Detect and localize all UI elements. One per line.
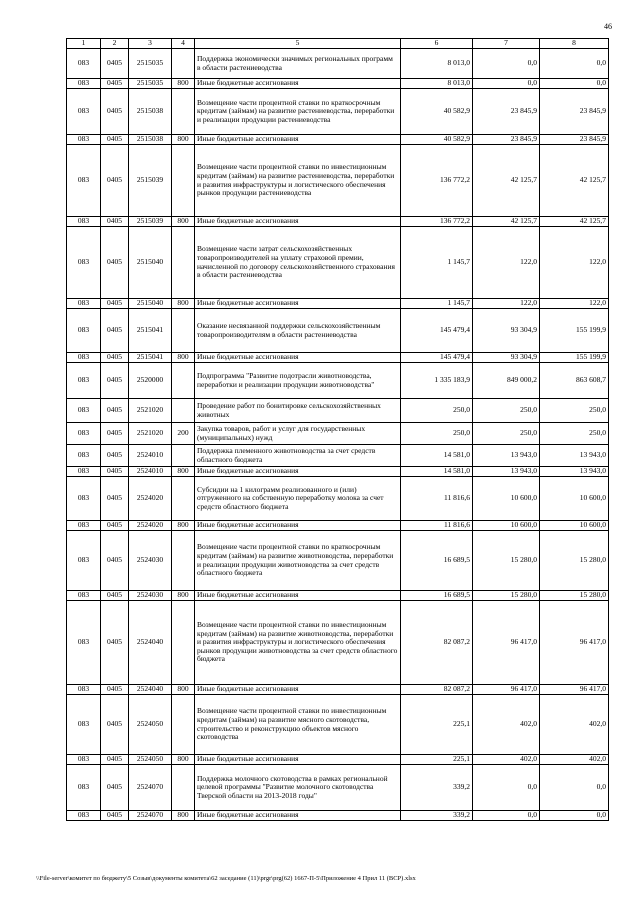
description-cell: Субсидии на 1 килограмм реализованного и (или) отгруженного на собственную переработку молока за счет средств областного бюджета bbox=[195, 477, 401, 521]
expense-type-cell bbox=[172, 89, 195, 135]
expense-type-cell: 800 bbox=[172, 299, 195, 309]
amount-col7-cell: 10 600,0 bbox=[473, 477, 540, 521]
table-row bbox=[67, 521, 609, 531]
table-row bbox=[67, 423, 609, 445]
ministry-code-cell: 083 bbox=[67, 477, 101, 521]
section-code-cell: 0405 bbox=[101, 467, 129, 477]
description-cell: Поддержка племенного животноводства за счет средств областного бюджета bbox=[195, 445, 401, 467]
amount-col6-cell: 136 772,2 bbox=[401, 217, 473, 227]
table-row bbox=[67, 591, 609, 601]
table-row bbox=[67, 477, 609, 521]
section-code-cell: 0405 bbox=[101, 217, 129, 227]
section-code-cell: 0405 bbox=[101, 811, 129, 821]
description-cell: Иные бюджетные ассигнования bbox=[195, 755, 401, 765]
description-cell: Возмещение части процентной ставки по краткосрочным кредитам (займам) на развитие животноводства, переработки и реализации продукции животноводства за счет средств областного бюджета bbox=[195, 531, 401, 591]
section-code-cell: 0405 bbox=[101, 477, 129, 521]
amount-col7-cell: 10 600,0 bbox=[473, 521, 540, 531]
amount-col6-cell: 82 087,2 bbox=[401, 601, 473, 685]
amount-col7-cell: 122,0 bbox=[473, 227, 540, 299]
amount-col7-cell: 402,0 bbox=[473, 695, 540, 755]
description-cell: Иные бюджетные ассигнования bbox=[195, 685, 401, 695]
amount-col8-cell: 402,0 bbox=[540, 695, 609, 755]
ministry-code-cell: 083 bbox=[67, 531, 101, 591]
amount-col8-cell: 96 417,0 bbox=[540, 685, 609, 695]
section-code-cell: 0405 bbox=[101, 79, 129, 89]
table-row bbox=[67, 79, 609, 89]
amount-col8-cell: 250,0 bbox=[540, 399, 609, 423]
section-code-cell: 0405 bbox=[101, 89, 129, 135]
target-article-cell: 2524010 bbox=[129, 445, 172, 467]
table-row bbox=[67, 227, 609, 299]
ministry-code-cell: 083 bbox=[67, 423, 101, 445]
description-cell: Возмещение части процентной ставки по инвестиционным кредитам (займам) на развитие животноводства, переработки и развития инфраструктуры и логистического обеспечения рынков продукции животноводства за счет средств областного бюджета bbox=[195, 601, 401, 685]
ministry-code-cell: 083 bbox=[67, 601, 101, 685]
target-article-cell: 2515040 bbox=[129, 299, 172, 309]
amount-col7-cell: 93 304,9 bbox=[473, 353, 540, 363]
amount-col7-cell: 849 000,2 bbox=[473, 363, 540, 399]
ministry-code-cell: 083 bbox=[67, 135, 101, 145]
section-code-cell: 0405 bbox=[101, 601, 129, 685]
amount-col7-cell: 0,0 bbox=[473, 765, 540, 811]
ministry-code-cell: 083 bbox=[67, 521, 101, 531]
expense-type-cell: 800 bbox=[172, 353, 195, 363]
amount-col8-cell: 402,0 bbox=[540, 755, 609, 765]
amount-col7-cell: 13 943,0 bbox=[473, 467, 540, 477]
expense-type-cell: 800 bbox=[172, 755, 195, 765]
amount-col8-cell: 0,0 bbox=[540, 811, 609, 821]
target-article-cell: 2524010 bbox=[129, 467, 172, 477]
section-code-cell: 0405 bbox=[101, 531, 129, 591]
amount-col8-cell: 15 280,0 bbox=[540, 591, 609, 601]
ministry-code-cell: 083 bbox=[67, 695, 101, 755]
amount-col8-cell: 155 199,9 bbox=[540, 309, 609, 353]
ministry-code-cell: 083 bbox=[67, 217, 101, 227]
amount-col6-cell: 145 479,4 bbox=[401, 353, 473, 363]
table-row bbox=[67, 353, 609, 363]
table-row bbox=[67, 445, 609, 467]
table-row bbox=[67, 695, 609, 755]
col-header: 5 bbox=[195, 39, 401, 49]
description-cell: Иные бюджетные ассигнования bbox=[195, 217, 401, 227]
description-cell: Подпрограмма "Развитие подотрасли животноводства, переработки и реализации продукции животноводства" bbox=[195, 363, 401, 399]
table-row bbox=[67, 755, 609, 765]
expense-type-cell: 800 bbox=[172, 811, 195, 821]
table-row bbox=[67, 49, 609, 79]
amount-col7-cell: 96 417,0 bbox=[473, 685, 540, 695]
table-row bbox=[67, 601, 609, 685]
amount-col7-cell: 402,0 bbox=[473, 755, 540, 765]
col-header: 2 bbox=[101, 39, 129, 49]
ministry-code-cell: 083 bbox=[67, 591, 101, 601]
amount-col6-cell: 40 582,9 bbox=[401, 135, 473, 145]
amount-col6-cell: 14 581,0 bbox=[401, 445, 473, 467]
amount-col8-cell: 13 943,0 bbox=[540, 445, 609, 467]
amount-col7-cell: 122,0 bbox=[473, 299, 540, 309]
ministry-code-cell: 083 bbox=[67, 79, 101, 89]
section-code-cell: 0405 bbox=[101, 49, 129, 79]
ministry-code-cell: 083 bbox=[67, 89, 101, 135]
amount-col8-cell: 10 600,0 bbox=[540, 477, 609, 521]
description-cell: Иные бюджетные ассигнования bbox=[195, 521, 401, 531]
target-article-cell: 2515039 bbox=[129, 145, 172, 217]
amount-col6-cell: 225,1 bbox=[401, 695, 473, 755]
section-code-cell: 0405 bbox=[101, 755, 129, 765]
amount-col8-cell: 23 845,9 bbox=[540, 89, 609, 135]
amount-col7-cell: 23 845,9 bbox=[473, 89, 540, 135]
col-header: 8 bbox=[540, 39, 609, 49]
expense-type-cell bbox=[172, 145, 195, 217]
amount-col8-cell: 122,0 bbox=[540, 227, 609, 299]
table-row bbox=[67, 811, 609, 821]
table-row bbox=[67, 765, 609, 811]
amount-col8-cell: 0,0 bbox=[540, 765, 609, 811]
amount-col6-cell: 16 689,5 bbox=[401, 531, 473, 591]
table-row bbox=[67, 217, 609, 227]
amount-col7-cell: 93 304,9 bbox=[473, 309, 540, 353]
amount-col6-cell: 11 816,6 bbox=[401, 477, 473, 521]
section-code-cell: 0405 bbox=[101, 145, 129, 217]
target-article-cell: 2515040 bbox=[129, 227, 172, 299]
section-code-cell: 0405 bbox=[101, 765, 129, 811]
amount-col8-cell: 155 199,9 bbox=[540, 353, 609, 363]
description-cell: Проведение работ по бонитировке сельскохозяйственных животных bbox=[195, 399, 401, 423]
description-cell: Иные бюджетные ассигнования bbox=[195, 299, 401, 309]
target-article-cell: 2524030 bbox=[129, 531, 172, 591]
expense-type-cell bbox=[172, 601, 195, 685]
section-code-cell: 0405 bbox=[101, 591, 129, 601]
target-article-cell: 2524040 bbox=[129, 601, 172, 685]
section-code-cell: 0405 bbox=[101, 299, 129, 309]
expense-type-cell bbox=[172, 49, 195, 79]
expense-type-cell: 800 bbox=[172, 685, 195, 695]
page-number: 46 bbox=[604, 22, 612, 31]
amount-col6-cell: 250,0 bbox=[401, 423, 473, 445]
table-row bbox=[67, 89, 609, 135]
amount-col6-cell: 1 335 183,9 bbox=[401, 363, 473, 399]
target-article-cell: 2515038 bbox=[129, 135, 172, 145]
description-cell: Закупка товаров, работ и услуг для государственных (муниципальных) нужд bbox=[195, 423, 401, 445]
amount-col6-cell: 145 479,4 bbox=[401, 309, 473, 353]
description-cell: Возмещение части затрат сельскохозяйственных товаропроизводителей на уплату страховой премии, начисленной по договору сельскохозяйственного страхования в области растениеводства bbox=[195, 227, 401, 299]
expense-type-cell: 800 bbox=[172, 521, 195, 531]
expense-type-cell: 800 bbox=[172, 217, 195, 227]
section-code-cell: 0405 bbox=[101, 423, 129, 445]
section-code-cell: 0405 bbox=[101, 521, 129, 531]
amount-col8-cell: 10 600,0 bbox=[540, 521, 609, 531]
amount-col8-cell: 13 943,0 bbox=[540, 467, 609, 477]
target-article-cell: 2524070 bbox=[129, 765, 172, 811]
target-article-cell: 2515035 bbox=[129, 49, 172, 79]
table-row bbox=[67, 399, 609, 423]
target-article-cell: 2515035 bbox=[129, 79, 172, 89]
table-row bbox=[67, 309, 609, 353]
expense-type-cell: 800 bbox=[172, 135, 195, 145]
table-row bbox=[67, 145, 609, 217]
description-cell: Иные бюджетные ассигнования bbox=[195, 79, 401, 89]
table-row bbox=[67, 467, 609, 477]
ministry-code-cell: 083 bbox=[67, 363, 101, 399]
expense-type-cell bbox=[172, 531, 195, 591]
amount-col6-cell: 8 013,0 bbox=[401, 79, 473, 89]
ministry-code-cell: 083 bbox=[67, 445, 101, 467]
target-article-cell: 2524030 bbox=[129, 591, 172, 601]
description-cell: Иные бюджетные ассигнования bbox=[195, 467, 401, 477]
amount-col8-cell: 0,0 bbox=[540, 79, 609, 89]
section-code-cell: 0405 bbox=[101, 399, 129, 423]
col-header: 7 bbox=[473, 39, 540, 49]
amount-col8-cell: 0,0 bbox=[540, 49, 609, 79]
section-code-cell: 0405 bbox=[101, 309, 129, 353]
amount-col8-cell: 122,0 bbox=[540, 299, 609, 309]
budget-table bbox=[66, 38, 609, 821]
col-header: 6 bbox=[401, 39, 473, 49]
target-article-cell: 2515038 bbox=[129, 89, 172, 135]
description-cell: Возмещение части процентной ставки по краткосрочным кредитам (займам) на развитие растениеводства, переработки и реализации продукции растениеводства bbox=[195, 89, 401, 135]
amount-col6-cell: 339,2 bbox=[401, 765, 473, 811]
amount-col7-cell: 13 943,0 bbox=[473, 445, 540, 467]
file-path-footer: \\File-server\комитет по бюджету\5 Созыв\документы комитета\62 заседание (11)\prgr\prg(62) 1667-П-5\Приложение 4 Прил 11 (ВСР).xlsx bbox=[36, 875, 416, 882]
expense-type-cell bbox=[172, 399, 195, 423]
expense-type-cell bbox=[172, 695, 195, 755]
description-cell: Возмещение части процентной ставки по инвестиционным кредитам (займам) на развитие растениеводства, переработки и развития инфраструктуры и логистического обеспечения рынков продукции растениеводства bbox=[195, 145, 401, 217]
section-code-cell: 0405 bbox=[101, 445, 129, 467]
section-code-cell: 0405 bbox=[101, 695, 129, 755]
target-article-cell: 2515039 bbox=[129, 217, 172, 227]
amount-col6-cell: 11 816,6 bbox=[401, 521, 473, 531]
ministry-code-cell: 083 bbox=[67, 811, 101, 821]
expense-type-cell: 800 bbox=[172, 79, 195, 89]
amount-col7-cell: 15 280,0 bbox=[473, 531, 540, 591]
description-cell: Поддержка экономически значимых региональных программ в области растениеводства bbox=[195, 49, 401, 79]
ministry-code-cell: 083 bbox=[67, 399, 101, 423]
description-cell: Иные бюджетные ассигнования bbox=[195, 353, 401, 363]
amount-col8-cell: 863 608,7 bbox=[540, 363, 609, 399]
target-article-cell: 2524040 bbox=[129, 685, 172, 695]
amount-col6-cell: 250,0 bbox=[401, 399, 473, 423]
amount-col8-cell: 250,0 bbox=[540, 423, 609, 445]
description-cell: Иные бюджетные ассигнования bbox=[195, 591, 401, 601]
expense-type-cell bbox=[172, 309, 195, 353]
col-header: 1 bbox=[67, 39, 101, 49]
expense-type-cell bbox=[172, 227, 195, 299]
expense-type-cell bbox=[172, 363, 195, 399]
target-article-cell: 2524020 bbox=[129, 477, 172, 521]
col-header: 4 bbox=[172, 39, 195, 49]
ministry-code-cell: 083 bbox=[67, 49, 101, 79]
ministry-code-cell: 083 bbox=[67, 227, 101, 299]
section-code-cell: 0405 bbox=[101, 227, 129, 299]
section-code-cell: 0405 bbox=[101, 363, 129, 399]
expense-type-cell: 800 bbox=[172, 467, 195, 477]
amount-col8-cell: 42 125,7 bbox=[540, 145, 609, 217]
table-row bbox=[67, 135, 609, 145]
target-article-cell: 2521020 bbox=[129, 423, 172, 445]
description-cell: Поддержка молочного скотоводства в рамках региональной целевой программы "Развитие молочного скотоводства Тверской области на 2013-2018 годы" bbox=[195, 765, 401, 811]
amount-col6-cell: 16 689,5 bbox=[401, 591, 473, 601]
expense-type-cell bbox=[172, 445, 195, 467]
amount-col8-cell: 42 125,7 bbox=[540, 217, 609, 227]
col-header: 3 bbox=[129, 39, 172, 49]
expense-type-cell bbox=[172, 765, 195, 811]
description-cell: Оказание несвязанной поддержки сельскохозяйственным товаропроизводителям в области растениеводства bbox=[195, 309, 401, 353]
section-code-cell: 0405 bbox=[101, 685, 129, 695]
ministry-code-cell: 083 bbox=[67, 145, 101, 217]
header-row bbox=[67, 39, 609, 49]
target-article-cell: 2524070 bbox=[129, 811, 172, 821]
amount-col6-cell: 40 582,9 bbox=[401, 89, 473, 135]
expense-type-cell bbox=[172, 477, 195, 521]
ministry-code-cell: 083 bbox=[67, 765, 101, 811]
ministry-code-cell: 083 bbox=[67, 299, 101, 309]
ministry-code-cell: 083 bbox=[67, 467, 101, 477]
section-code-cell: 0405 bbox=[101, 353, 129, 363]
amount-col6-cell: 136 772,2 bbox=[401, 145, 473, 217]
expense-type-cell: 800 bbox=[172, 591, 195, 601]
description-cell: Иные бюджетные ассигнования bbox=[195, 811, 401, 821]
amount-col8-cell: 96 417,0 bbox=[540, 601, 609, 685]
amount-col6-cell: 1 145,7 bbox=[401, 299, 473, 309]
amount-col7-cell: 42 125,7 bbox=[473, 145, 540, 217]
ministry-code-cell: 083 bbox=[67, 685, 101, 695]
amount-col7-cell: 250,0 bbox=[473, 423, 540, 445]
amount-col6-cell: 8 013,0 bbox=[401, 49, 473, 79]
table-row bbox=[67, 299, 609, 309]
target-article-cell: 2521020 bbox=[129, 399, 172, 423]
target-article-cell: 2524050 bbox=[129, 755, 172, 765]
amount-col7-cell: 0,0 bbox=[473, 811, 540, 821]
table-row bbox=[67, 685, 609, 695]
amount-col8-cell: 15 280,0 bbox=[540, 531, 609, 591]
amount-col8-cell: 23 845,9 bbox=[540, 135, 609, 145]
amount-col6-cell: 1 145,7 bbox=[401, 227, 473, 299]
amount-col7-cell: 15 280,0 bbox=[473, 591, 540, 601]
ministry-code-cell: 083 bbox=[67, 309, 101, 353]
target-article-cell: 2515041 bbox=[129, 309, 172, 353]
target-article-cell: 2524050 bbox=[129, 695, 172, 755]
expense-type-cell: 200 bbox=[172, 423, 195, 445]
amount-col7-cell: 23 845,9 bbox=[473, 135, 540, 145]
amount-col7-cell: 0,0 bbox=[473, 79, 540, 89]
amount-col7-cell: 42 125,7 bbox=[473, 217, 540, 227]
ministry-code-cell: 083 bbox=[67, 755, 101, 765]
amount-col6-cell: 339,2 bbox=[401, 811, 473, 821]
amount-col6-cell: 14 581,0 bbox=[401, 467, 473, 477]
target-article-cell: 2520000 bbox=[129, 363, 172, 399]
amount-col7-cell: 0,0 bbox=[473, 49, 540, 79]
description-cell: Возмещение части процентной ставки по инвестиционным кредитам (займам) на развитие мясного скотоводства, строительство и реконструкцию объектов мясного скотоводства bbox=[195, 695, 401, 755]
section-code-cell: 0405 bbox=[101, 135, 129, 145]
target-article-cell: 2515041 bbox=[129, 353, 172, 363]
amount-col7-cell: 250,0 bbox=[473, 399, 540, 423]
table-row bbox=[67, 363, 609, 399]
description-cell: Иные бюджетные ассигнования bbox=[195, 135, 401, 145]
target-article-cell: 2524020 bbox=[129, 521, 172, 531]
amount-col6-cell: 225,1 bbox=[401, 755, 473, 765]
amount-col6-cell: 82 087,2 bbox=[401, 685, 473, 695]
table-row bbox=[67, 531, 609, 591]
amount-col7-cell: 96 417,0 bbox=[473, 601, 540, 685]
ministry-code-cell: 083 bbox=[67, 353, 101, 363]
